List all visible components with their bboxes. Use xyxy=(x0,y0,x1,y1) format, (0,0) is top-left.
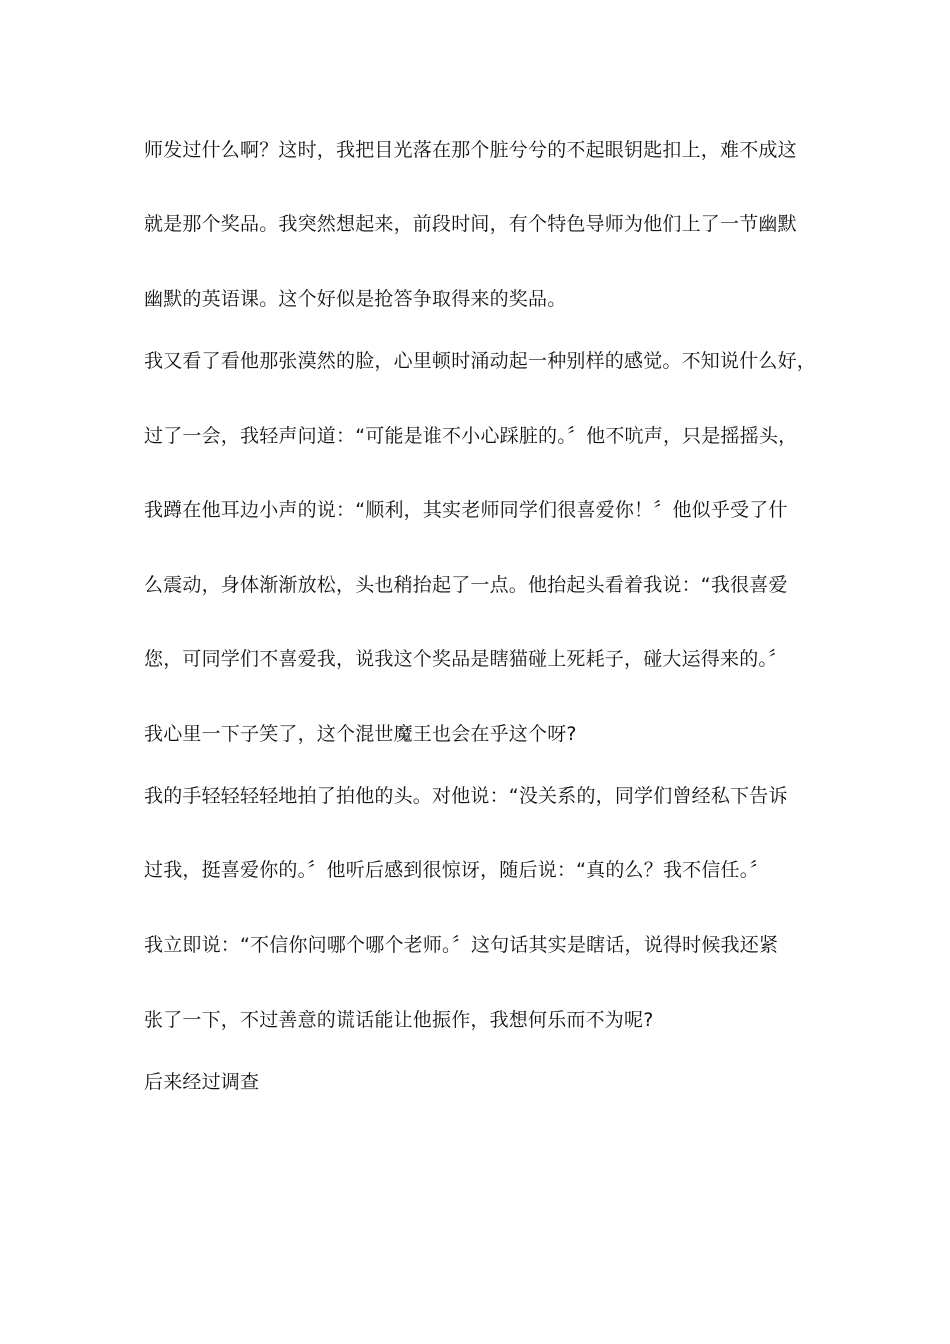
text-line: 师发过什么啊？这时，我把目光落在那个脏兮兮的不起眼钥匙扣上，难不成这 xyxy=(144,139,797,161)
text-line: 我蹲在他耳边小声的说：“顺利，其实老师同学们很喜爱你！〞他似乎受了什 xyxy=(144,499,788,521)
text-line: 您，可同学们不喜爱我，说我这个奖品是瞎猫碰上死耗子，碰大运得来的。〞 xyxy=(144,648,788,670)
text-line: 我的手轻轻轻轻地拍了拍他的头。对他说：“没关系的，同学们曾经私下告诉 xyxy=(144,785,788,807)
text-line: 就是那个奖品。我突然想起来，前段时间，有个特色导师为他们上了一节幽默 xyxy=(144,213,797,235)
text-line: 过了一会，我轻声问道：“可能是谁不小心踩脏的。〞他不吭声，只是摇摇头， xyxy=(144,425,798,447)
text-line: 张了一下，不过善意的谎话能让他振作，我想何乐而不为呢? xyxy=(144,1009,654,1031)
text-line: 后来经过调查 xyxy=(144,1071,260,1093)
text-line: 么震动，身体渐渐放松，头也稍抬起了一点。他抬起头看着我说：“我很喜爱 xyxy=(144,574,788,596)
text-line: 我又看了看他那张漠然的脸，心里顿时涌动起一种别样的感觉。不知说什么好， xyxy=(144,350,817,372)
text-line: 过我，挺喜爱你的。〞他听后感到很惊讶，随后说：“真的么？我不信任。〞 xyxy=(144,859,769,881)
text-line: 幽默的英语课。这个好似是抢答争取得来的奖品。 xyxy=(144,288,567,310)
text-line: 我立即说：“不信你问哪个哪个老师。〞这句话其实是瞎话，说得时候我还紧 xyxy=(144,934,779,956)
text-line: 我心里一下子笑了，这个混世魔王也会在乎这个呀? xyxy=(144,723,577,745)
